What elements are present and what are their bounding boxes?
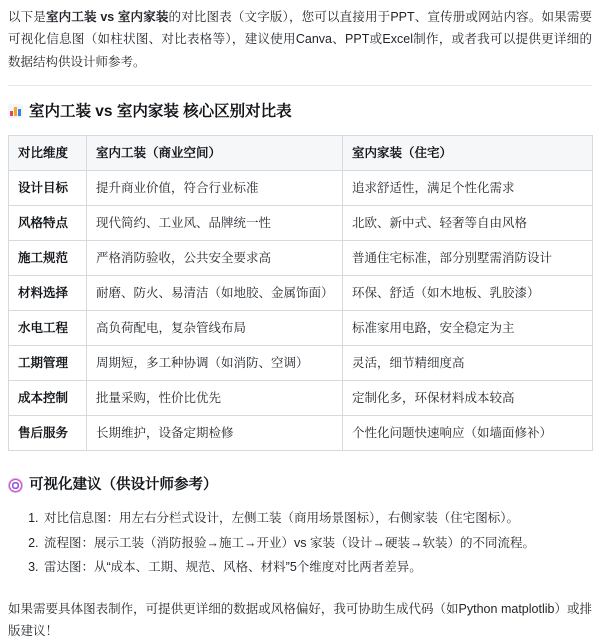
suggestions-list — [8, 506, 592, 579]
section-title — [8, 100, 592, 123]
table-row — [9, 346, 593, 381]
section-title-text: 室内工装 vs 室内家装 核心区别对比表 — [29, 100, 292, 123]
table-cell-commercial: 耐磨、防火、易清洁（如地胶、金属饰面） — [87, 276, 343, 311]
intro-text-end: 的对比图表（文字版），您可以直接用于PPT、宣传册或网站内容。如果需要可视化信息图（如柱状图、对比表格等），建议使用Canva、PPT或Excel制作，或者我可以提供更详细的数据结构供设计师参考。 — [8, 10, 592, 69]
table-cell-dimension: 水电工程 — [9, 311, 87, 346]
bar-chart-icon — [8, 104, 23, 118]
table-row — [9, 241, 593, 276]
list-item: 2. 流程图：展示工装（消防报验→施工→开业）vs 家装（设计→硬装→软装）的不同流程。 — [42, 531, 592, 555]
table-cell-commercial: 严格消防验收，公共安全要求高 — [87, 241, 343, 276]
table-cell-residential: 定制化多，环保材料成本较高 — [343, 381, 593, 416]
table-header-cell: 室内工装（商业空间） — [87, 136, 343, 171]
table-cell-residential: 北欧、新中式、轻奢等自由风格 — [343, 206, 593, 241]
table-row — [9, 206, 593, 241]
outro-paragraph: 如果需要具体图表制作，可提供更详细的数据或风格偏好，我可协助生成代码（如Python matplotlib）或排版建议！ — [8, 598, 592, 642]
table-cell-dimension: 施工规范 — [9, 241, 87, 276]
table-cell-dimension: 成本控制 — [9, 381, 87, 416]
table-cell-commercial: 周期短，多工种协调（如消防、空调） — [87, 346, 343, 381]
table-cell-residential: 标准家用电路，安全稳定为主 — [343, 311, 593, 346]
table-cell-dimension: 风格特点 — [9, 206, 87, 241]
intro-paragraph — [8, 6, 592, 73]
table-header-row — [9, 136, 593, 171]
suggestions-title — [8, 473, 592, 498]
table-cell-commercial: 现代简约、工业风、品牌统一性 — [87, 206, 343, 241]
table-row — [9, 276, 593, 311]
table-cell-commercial: 长期维护，设备定期检修 — [87, 416, 343, 451]
table-cell-commercial: 高负荷配电，复杂管线布局 — [87, 311, 343, 346]
suggestions-title-text: 可视化建议（供设计师参考） — [29, 473, 218, 498]
table-header-cell: 对比维度 — [9, 136, 87, 171]
table-cell-commercial: 提升商业价值，符合行业标准 — [87, 171, 343, 206]
intro-bold-topic: 室内工装 vs 室内家装 — [46, 10, 169, 24]
divider — [8, 85, 592, 86]
table-cell-dimension: 材料选择 — [9, 276, 87, 311]
intro-text-start: 以下是 — [8, 10, 46, 24]
table-cell-dimension: 设计目标 — [9, 171, 87, 206]
table-cell-dimension: 售后服务 — [9, 416, 87, 451]
table-cell-commercial: 批量采购，性价比优先 — [87, 381, 343, 416]
table-row — [9, 171, 593, 206]
table-cell-dimension: 工期管理 — [9, 346, 87, 381]
table-row — [9, 311, 593, 346]
table-header-cell: 室内家装（住宅） — [343, 136, 593, 171]
list-item: 3. 雷达图：从“成本、工期、规范、风格、材料”5个维度对比两者差异。 — [42, 555, 592, 579]
table-cell-residential: 普通住宅标准，部分别墅需消防设计 — [343, 241, 593, 276]
comparison-table — [8, 135, 593, 451]
table-cell-residential: 灵活，细节精细度高 — [343, 346, 593, 381]
table-cell-residential: 环保、舒适（如木地板、乳胶漆） — [343, 276, 593, 311]
table-cell-residential: 个性化问题快速响应（如墙面修补） — [343, 416, 593, 451]
artist-palette-icon — [8, 478, 23, 493]
table-cell-residential: 追求舒适性，满足个性化需求 — [343, 171, 593, 206]
list-item: 1. 对比信息图：用左右分栏式设计，左侧工装（商用场景图标），右侧家装（住宅图标）。 — [42, 506, 592, 530]
table-row — [9, 416, 593, 451]
table-row — [9, 381, 593, 416]
